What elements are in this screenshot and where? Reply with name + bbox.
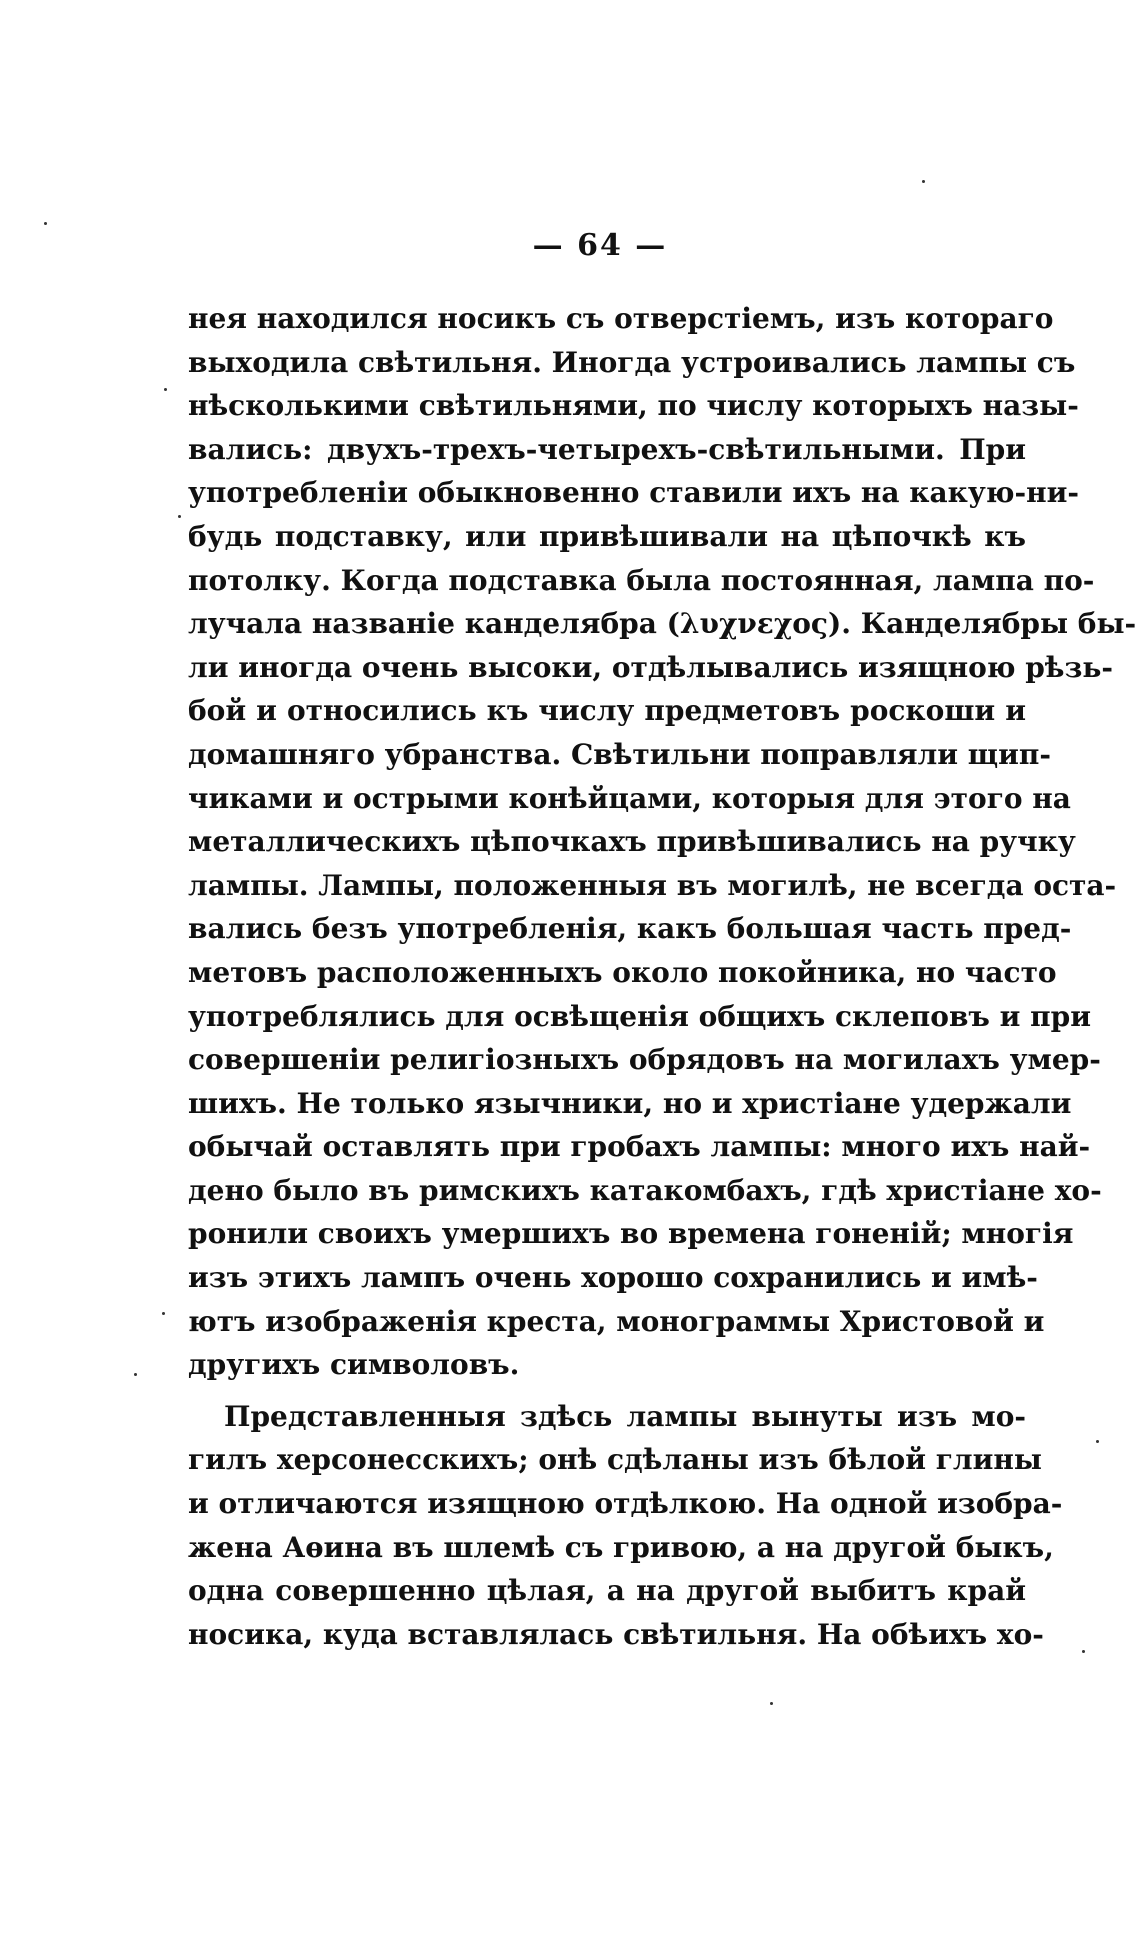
text-line: совершеніи религіозныхъ обрядовъ на могилахъ умер- <box>188 1043 1101 1077</box>
text-line: и отличаются изящною отдѣлкою. На одной изобра- <box>188 1487 1063 1521</box>
text-line: другихъ символовъ. <box>188 1348 520 1382</box>
page-number: — 64 — <box>532 228 668 263</box>
text-line: одна совершенно цѣлая, а на другой выбитъ край <box>188 1574 1026 1608</box>
paragraph-2 <box>188 1395 1063 1657</box>
text-line: употребленіи обыкновенно ставили ихъ на какую-ни- <box>188 476 1080 510</box>
scan-speck <box>178 515 181 518</box>
scan-speck <box>134 1373 137 1376</box>
text-line: шихъ. Не только язычники, но и христіане удержали <box>188 1086 1072 1120</box>
text-line: нѣсколькими свѣтильнями, по числу которыхъ назы- <box>188 389 1079 423</box>
scan-speck <box>1096 1440 1099 1443</box>
text-line: обычай оставлять при гробахъ лампы: много ихъ най- <box>188 1130 1091 1164</box>
scan-speck <box>922 180 925 183</box>
text-line: метовъ расположенныхъ около покойника, но часто <box>188 955 1057 989</box>
text-line: вались: двухъ-трехъ-четырехъ-свѣтильными. При <box>188 432 1026 466</box>
text-line: металлическихъ цѣпочкахъ привѣшивались на ручку <box>188 825 1076 859</box>
text-line: употреблялись для освѣщенія общихъ склеповъ и при <box>188 999 1091 1033</box>
text-line: выходила свѣтильня. Иногда устроивались лампы съ <box>188 345 1076 379</box>
text-line: жена Аѳина въ шлемѣ съ гривою, а на другой быкъ, <box>188 1530 1054 1564</box>
text-line: гилъ херсонесскихъ; онѣ сдѣланы изъ бѣлой глины <box>188 1443 1042 1477</box>
text-line: бой и относились къ числу предметовъ роскоши и <box>188 694 1026 728</box>
text-line: будь подставку, или привѣшивали на цѣпочкѣ къ <box>188 519 1026 553</box>
text-line: изъ этихъ лампъ очень хорошо сохранились и имѣ- <box>188 1261 1038 1295</box>
scan-speck <box>164 388 167 391</box>
text-line: ютъ изображенія креста, монограммы Христовой и <box>188 1304 1045 1338</box>
text-line: ли иногда очень высоки, отдѣлывались изящною рѣзь- <box>188 650 1113 684</box>
text-line: лампы. Лампы, положенныя въ могилѣ, не всегда оста- <box>188 868 1117 902</box>
text-line: лучала названіе канделябра (λυχνεχος). Канделябры бы- <box>188 607 1137 641</box>
text-line: Представленныя здѣсь лампы вынуты изъ мо- <box>224 1399 1026 1433</box>
text-line: нея находился носикъ съ отверстіемъ, изъ котораго <box>188 302 1054 335</box>
scan-speck <box>770 1702 773 1705</box>
scan-speck <box>1082 1650 1085 1653</box>
text-line: носика, куда вставлялась свѣтильня. На обѣихъ хо- <box>188 1617 1044 1651</box>
text-line: чиками и острыми конѣйцами, которыя для этого на <box>188 781 1071 815</box>
scan-speck <box>44 222 47 225</box>
text-line: домашняго убранства. Свѣтильни поправляли щип- <box>188 737 1051 771</box>
text-line: вались безъ употребленія, какъ большая часть пред- <box>188 912 1072 946</box>
text-line: потолку. Когда подставка была постоянная, лампа по- <box>188 563 1095 597</box>
paragraph-1 <box>188 297 1137 1387</box>
scan-speck <box>162 1312 165 1315</box>
text-line: ронили своихъ умершихъ во времена гоненій; многія <box>188 1217 1074 1251</box>
body-text <box>188 297 1137 1656</box>
text-line: дено было въ римскихъ катакомбахъ, гдѣ христіане хо- <box>188 1173 1102 1207</box>
paragraph-gap <box>188 1387 1026 1395</box>
